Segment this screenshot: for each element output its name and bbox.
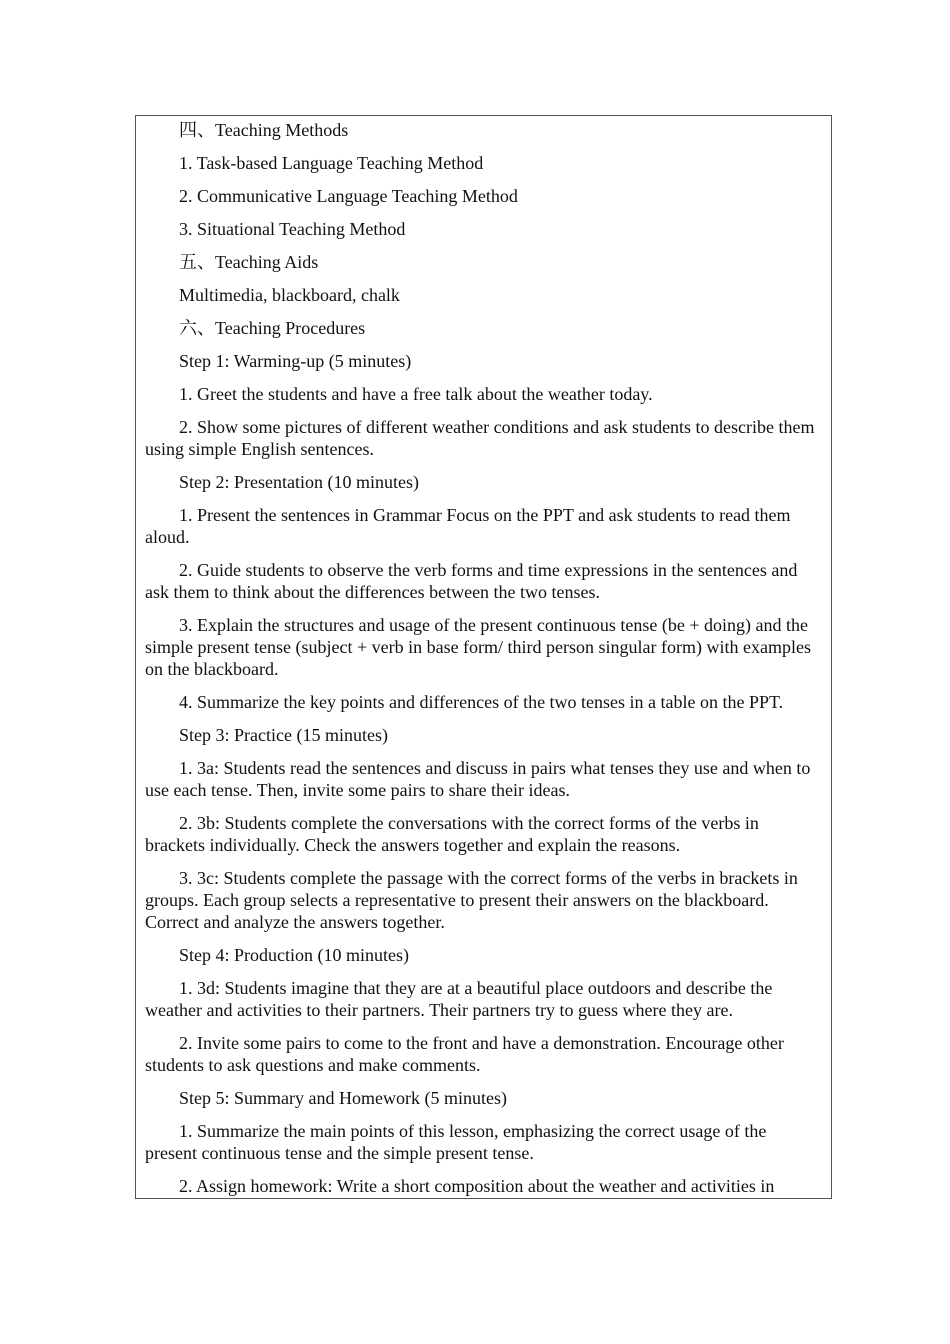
- step-1-item-1: 1. Greet the students and have a free talk about the weather today.: [179, 384, 653, 404]
- method-item-1: 1. Task-based Language Teaching Method: [179, 153, 484, 173]
- section-heading-teaching-methods: 四、Teaching Methods: [179, 120, 349, 140]
- section-heading-teaching-procedures: 六、Teaching Procedures: [179, 318, 366, 338]
- step-3-heading: Step 3: Practice (15 minutes): [179, 725, 388, 745]
- step-2-item-3: 3. Explain the structures and usage of the present continuous tense (be + doing) and the simple present tense (subject + verb in base form/ third person singular form) with examples on the blackboard.: [145, 615, 811, 679]
- lesson-plan-table-cell: [135, 115, 832, 1199]
- step-1-heading: Step 1: Warming-up (5 minutes): [179, 351, 412, 371]
- step-4-heading: Step 4: Production (10 minutes): [179, 945, 409, 965]
- step-3-item-1: 1. 3a: Students read the sentences and discuss in pairs what tenses they use and when to use each tense. Then, invite some pairs to share their ideas.: [145, 758, 811, 800]
- section-heading-teaching-aids: 五、Teaching Aids: [179, 252, 319, 272]
- method-item-2: 2. Communicative Language Teaching Method: [179, 186, 518, 206]
- step-2-item-1: 1. Present the sentences in Grammar Focus on the PPT and ask students to read them aloud.: [145, 505, 791, 547]
- step-4-item-2: 2. Invite some pairs to come to the front and have a demonstration. Encourage other students to ask questions and make comments.: [145, 1033, 784, 1075]
- step-5-heading: Step 5: Summary and Homework (5 minutes): [179, 1088, 507, 1108]
- method-item-3: 3. Situational Teaching Method: [179, 219, 406, 239]
- teaching-aids-list: Multimedia, blackboard, chalk: [179, 285, 400, 305]
- step-4-item-1: 1. 3d: Students imagine that they are at a beautiful place outdoors and describe the weather and activities to their partners. Their partners try to guess where they are.: [145, 978, 773, 1020]
- step-3-item-2: 2. 3b: Students complete the conversations with the correct forms of the verbs in brackets individually. Check the answers together and explain the reasons.: [145, 813, 759, 855]
- step-2-heading: Step 2: Presentation (10 minutes): [179, 472, 419, 492]
- step-5-item-1: 1. Summarize the main points of this lesson, emphasizing the correct usage of the present continuous tense and the simple present tense.: [145, 1121, 767, 1163]
- step-2-item-2: 2. Guide students to observe the verb forms and time expressions in the sentences and ask them to think about the differences between the two tenses.: [145, 560, 798, 602]
- step-1-item-2: 2. Show some pictures of different weather conditions and ask students to describe them using simple English sentences.: [145, 417, 815, 459]
- step-3-item-3: 3. 3c: Students complete the passage with the correct forms of the verbs in brackets in groups. Each group selects a representative to present their answers on the blackboard. Correct and analyze the answers together.: [145, 868, 798, 932]
- step-2-item-4: 4. Summarize the key points and differences of the two tenses in a table on the PPT.: [179, 692, 784, 712]
- step-5-item-2: 2. Assign homework: Write a short composition about the weather and activities in: [179, 1176, 775, 1196]
